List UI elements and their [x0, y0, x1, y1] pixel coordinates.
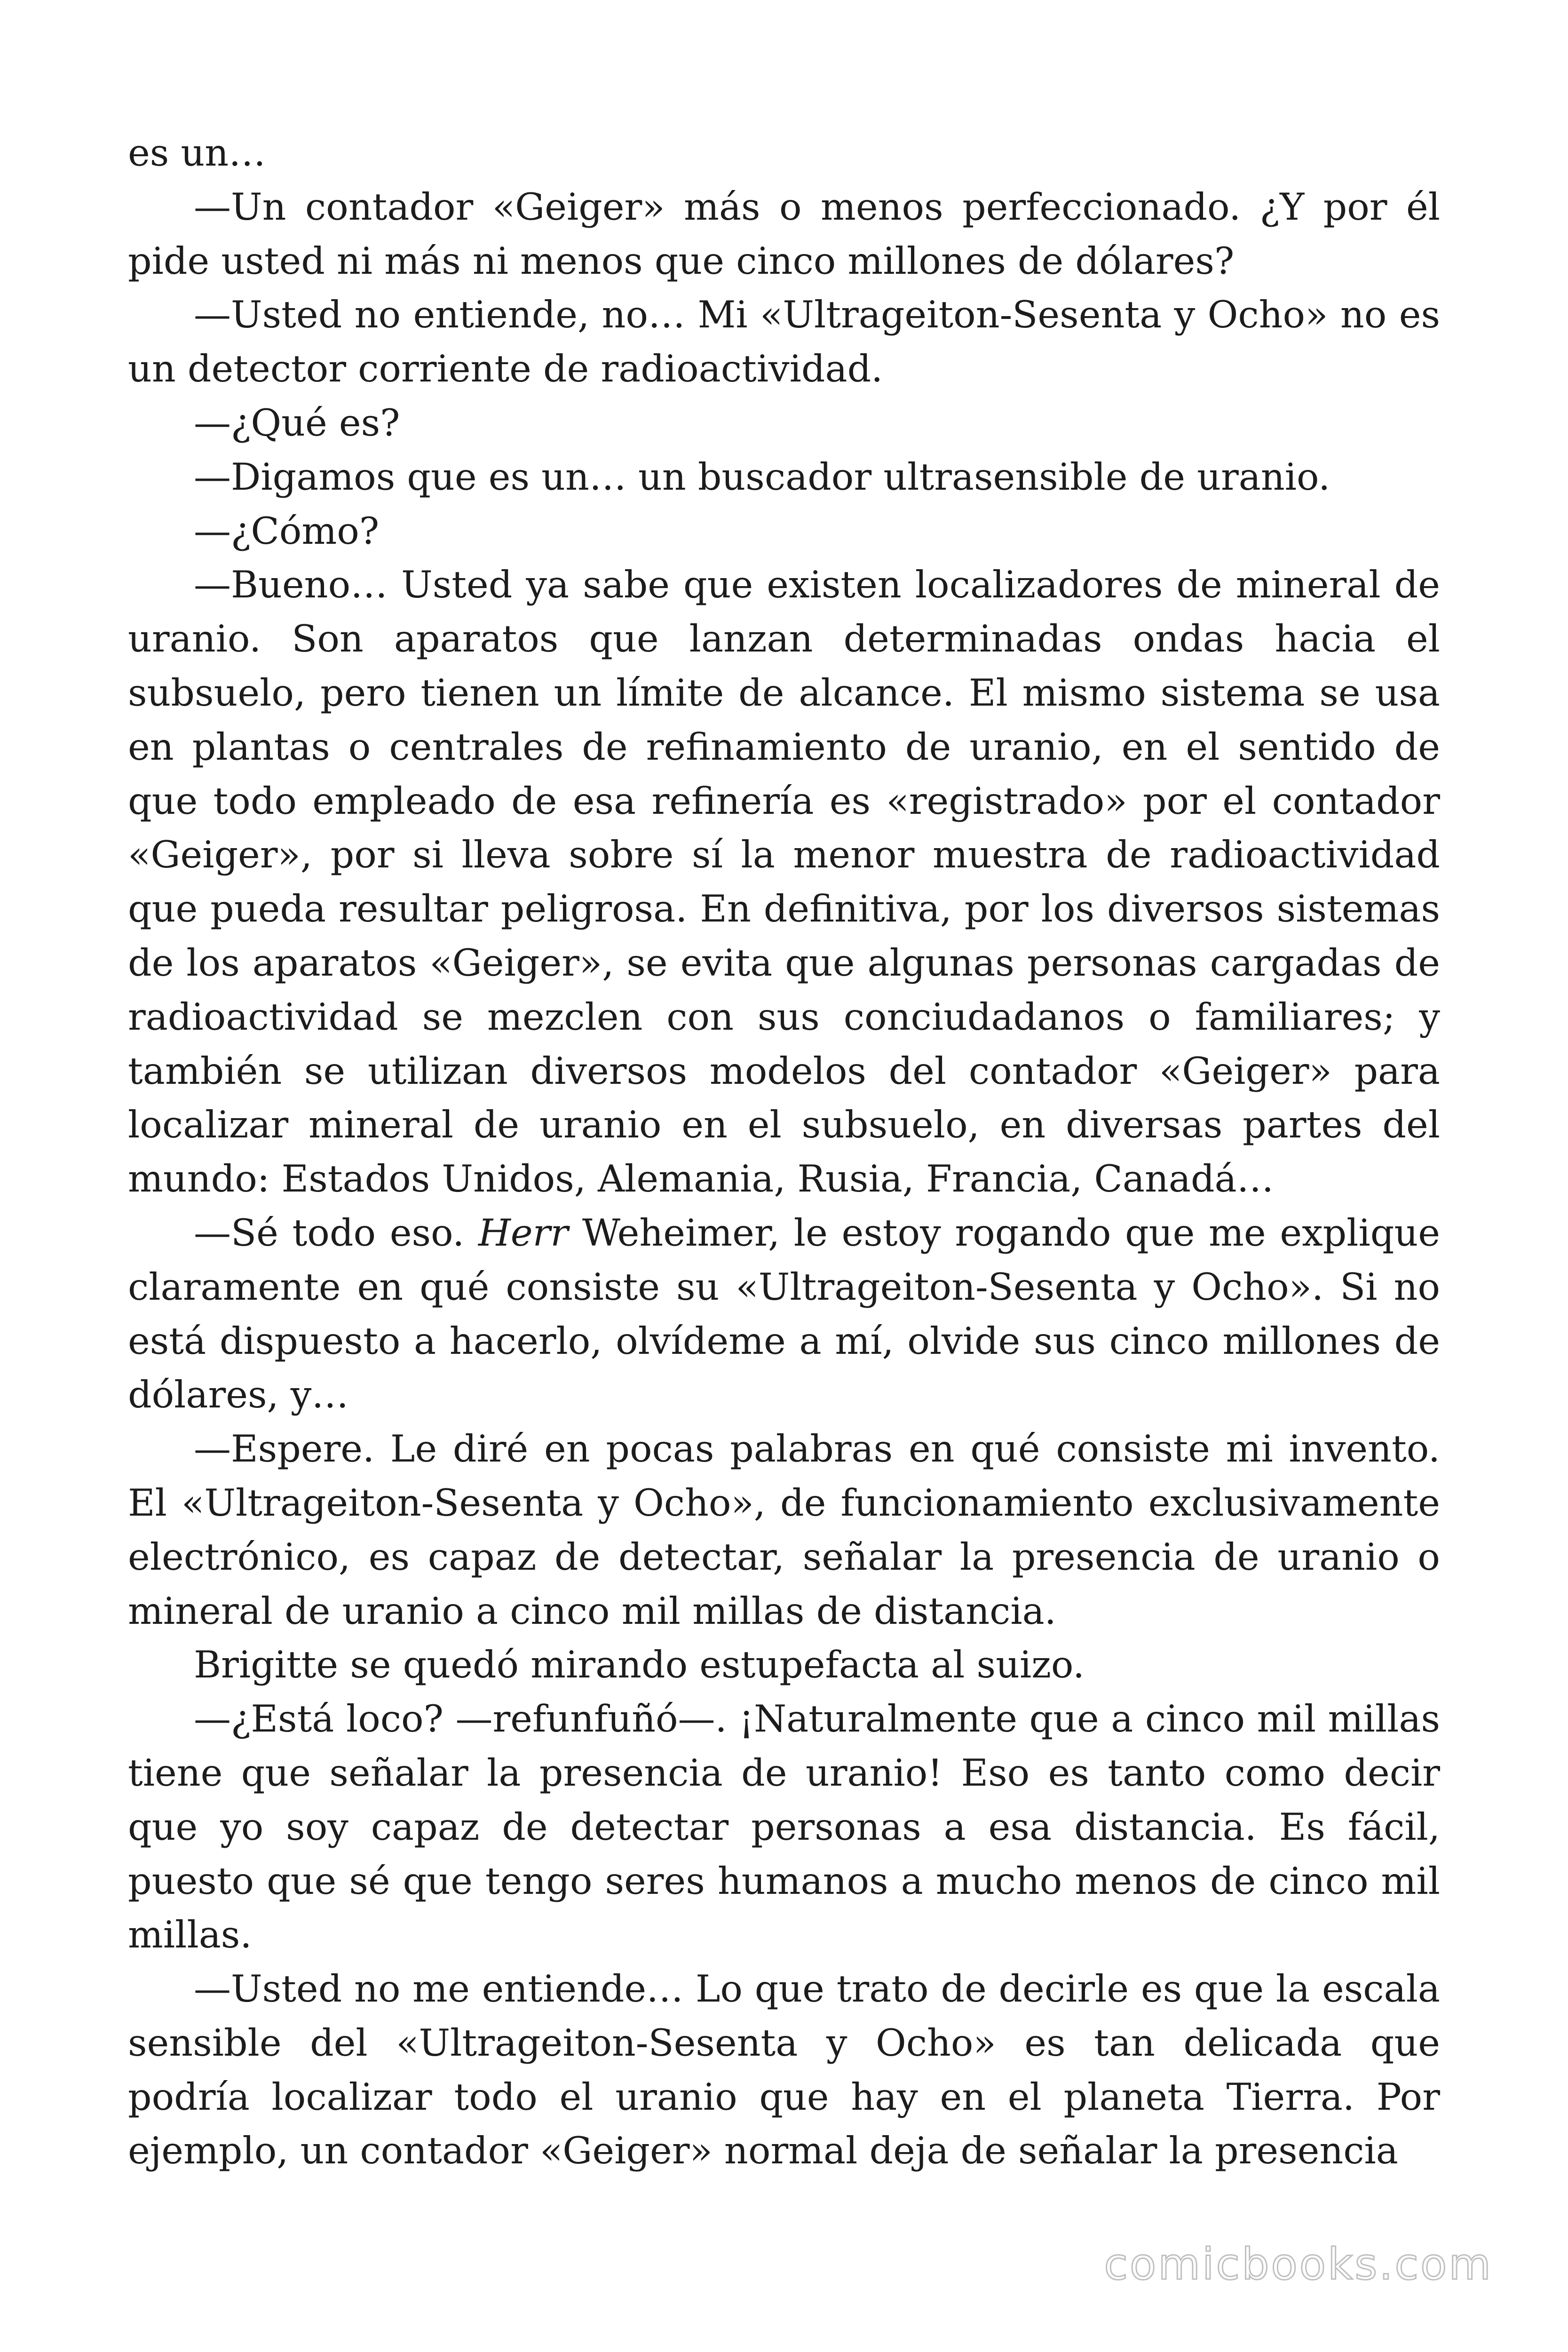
paragraph-continuation: es un…	[128, 131, 266, 175]
emphasis-herr: Herr	[478, 1211, 569, 1255]
paragraph: Brigitte se quedó mirando estupefacta al suizo.	[194, 1643, 1085, 1687]
paragraph-text-after: Weheimer, le estoy rogando que me explique claramente en qué consiste su «Ultrageiton-Sesenta y Ocho». Si no está dispuesto a hacerlo, olvídeme a mí, olvide sus cinco millones de dólares, y…	[128, 1211, 1440, 1417]
paragraph: —¿Qué es?	[194, 401, 400, 445]
paragraph: —¿Está loco? —refunfuñó—. ¡Naturalmente que a cinco mil millas tiene que señalar la presencia de uranio! Eso es tanto como decir que yo soy capaz de detectar personas a esa distancia. Es fácil, puesto que sé que tengo seres humanos a mucho menos de cinco mil millas.	[128, 1697, 1440, 1957]
paragraph-last: —Usted no me entiende… Lo que trato de decirle es que la escala sensible del «Ultrageiton-Sesenta y Ocho» es tan delicada que podría localizar todo el uranio que hay en el planeta Tierra. Por ejemplo, un contador «Geiger» normal deja de señalar la presencia	[128, 1967, 1440, 2173]
paragraph: —Bueno… Usted ya sabe que existen localizadores de mineral de uranio. Son aparatos que lanzan determinadas ondas hacia el subsuelo, pero tienen un límite de alcance. El mismo sistema se usa en plantas o centrales de refinamiento de uranio, en el sentido de que todo empleado de esa refinería es «registrado» por el contador «Geiger», por si lleva sobre sí la menor muestra de radioactividad que pueda resultar peligrosa. En definitiva, por los diversos sistemas de los aparatos «Geiger», se evita que algunas personas cargadas de radioactividad se mezclen con sus conciudadanos o familiares; y también se utilizan diversos modelos del contador «Geiger» para localizar mineral de uranio en el subsuelo, en diversas partes del mundo: Estados Unidos, Alemania, Rusia, Francia, Canadá…	[128, 563, 1440, 1201]
body-text	[128, 126, 1440, 2178]
paragraph: —Un contador «Geiger» más o menos perfeccionado. ¿Y por él pide usted ni más ni menos que cinco millones de dólares?	[128, 185, 1440, 283]
paragraph-text-before: —Sé todo eso.	[194, 1211, 478, 1255]
paragraph: —Usted no entiende, no… Mi «Ultrageiton-Sesenta y Ocho» no es un detector corriente de radioactividad.	[128, 293, 1440, 391]
paragraph: —¿Cómo?	[194, 509, 380, 553]
paragraph: —Digamos que es un… un buscador ultrasensible de uranio.	[194, 455, 1330, 499]
paragraph: —Espere. Le diré en pocas palabras en qué consiste mi invento. El «Ultrageiton-Sesenta y Ocho», de funcionamiento exclusivamente electrónico, es capaz de detectar, señalar la presencia de uranio o mineral de uranio a cinco mil millas de distancia.	[128, 1427, 1440, 1633]
watermark-logo: comicbooks.com	[1104, 2239, 1493, 2289]
paragraph-with-emphasis	[128, 1206, 1440, 1422]
